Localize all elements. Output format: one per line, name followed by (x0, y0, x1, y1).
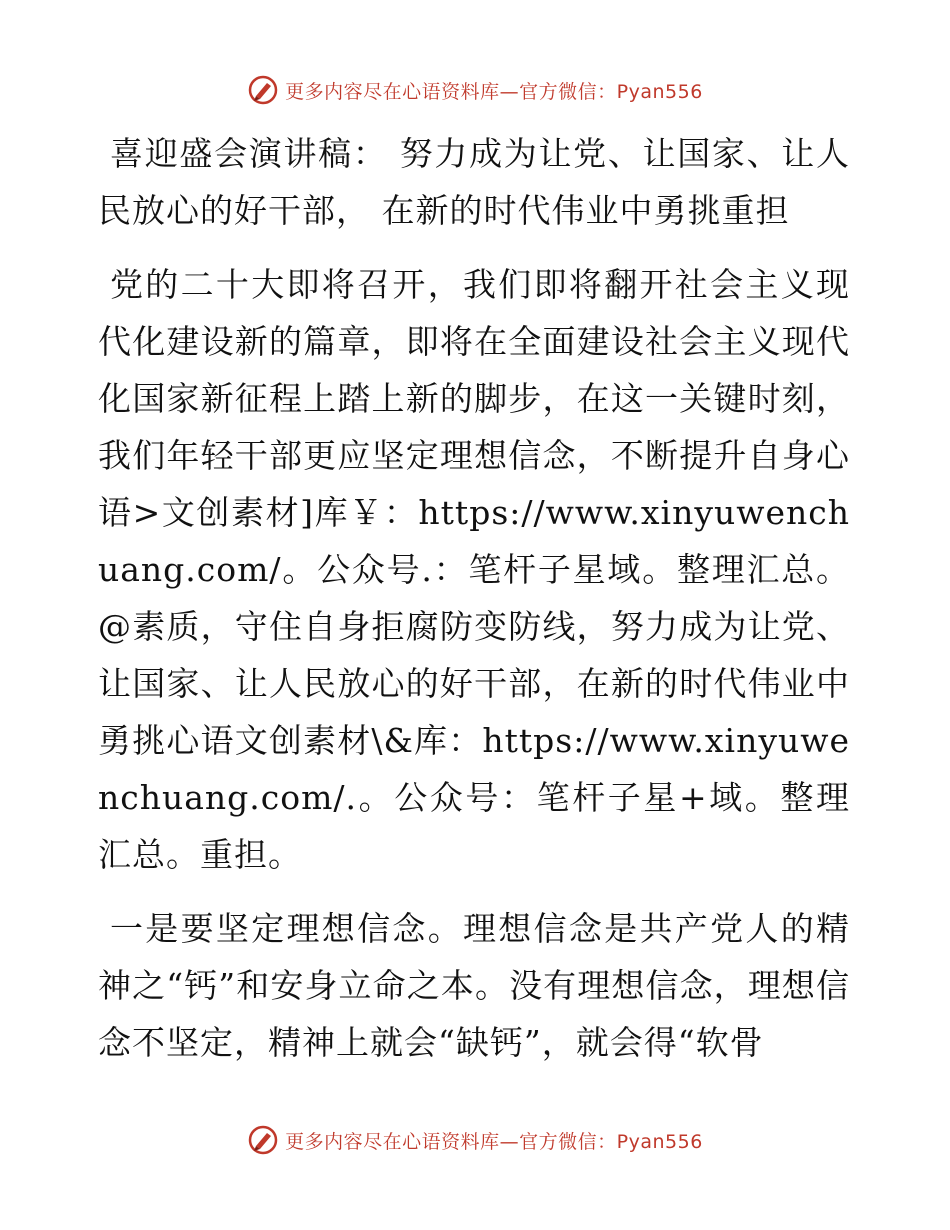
pen-logo-icon (247, 1124, 279, 1156)
footer-banner (0, 1120, 950, 1160)
paragraph-2: 一是要坚定理想信念。理想信念是共产党人的精神之“钙”和安身立命之本。没有理想信念，理想信念不坚定，精神上就会“缺钙”，就会得“软骨 (98, 909, 850, 1062)
document-title: 喜迎盛会演讲稿： 努力成为让党、让国家、让人民放心的好干部， 在新的时代伟业中勇挑重担 (98, 134, 850, 230)
footer-banner-text: 更多内容尽在心语资料库—官方微信：Pyan556 (285, 1130, 703, 1153)
document-body (98, 125, 850, 1088)
pen-logo-icon (247, 74, 279, 106)
paragraph-1: 党的二十大即将召开，我们即将翻开社会主义现代化建设新的篇章，即将在全面建设社会主义现代化国家新征程上踏上新的脚步，在这一关键时刻，我们年轻干部更应坚定理想信念，不断提升自身心语>文创素材]库￥：https://www.xinyuwenchuang.com/。公众号.：笔杆子星域。整理汇总。@素质，守住自身拒腐防变防线，努力成为让党、让国家、让人民放心的好干部，在新的时代伟业中勇挑心语文创素材\&库：https://www.xinyuwenchuang.com/.。公众号：笔杆子星+域。整理汇总。重担。 (98, 265, 850, 874)
header-banner (0, 70, 950, 110)
header-banner-text: 更多内容尽在心语资料库—官方微信：Pyan556 (285, 80, 703, 103)
